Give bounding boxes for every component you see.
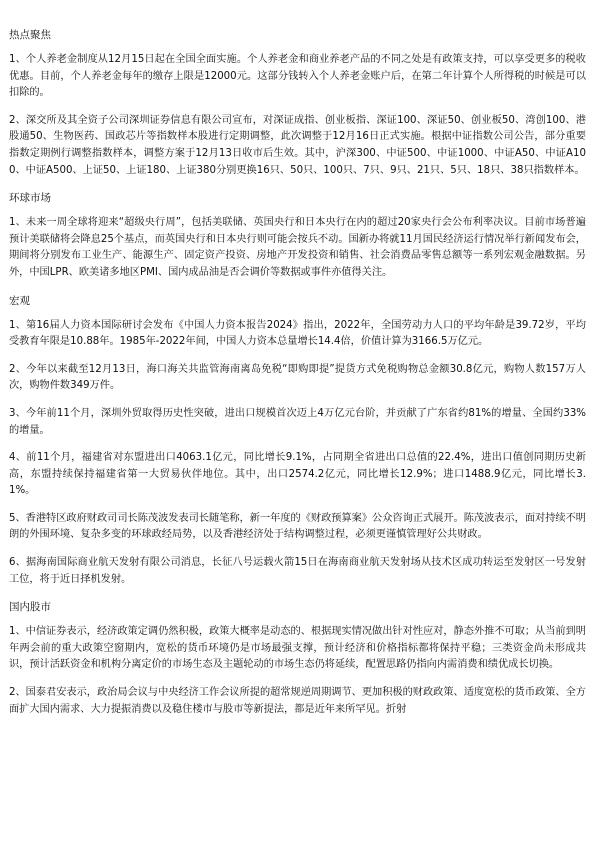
section-domestic-stocks bbox=[9, 600, 586, 718]
paragraph: 1、第16届人力资本国际研讨会发布《中国人力资本报告2024》指出，2022年，全国劳动力人口的平均年龄是39.72岁，平均受教育年限是10.88年。1985年-2022年间，中国人力资本总量增长14.4倍，价值计算为3166.5万亿元。 bbox=[9, 319, 586, 348]
paragraph: 1、未来一周全球将迎来“超级央行周”，包括美联储、英国央行和日本央行在内的超过20家央行会公布利率决议。目前市场普遍预计美联储将会降息25个基点，而英国央行和日本央行则可能会按兵不动。国新办将就11月国民经济运行情况举行新闻发布会，期间将分别发布工业生产、能源生产、固定资产投资、房地产开发投资和销售、社会消费品零售总额等一系列宏观金融数据。另外，中国LPR、欧美诸多地区PMI、国内成品油是否会调价等数据或事件亦值得关注。 bbox=[9, 217, 586, 278]
section-hot-focus bbox=[9, 28, 586, 179]
paragraph: 3、今年前11个月，深圳外贸取得历史性突破，进出口规模首次迈上4万亿元台阶，并贡献了广东省约81%的增量、全国约33%的增量。 bbox=[9, 407, 586, 436]
section-global-market bbox=[9, 191, 586, 281]
paragraph: 2、深交所及其全资子公司深圳证券信息有限公司宣布，对深证成指、创业板指、深证100、深证50、创业板50、湾创100、港股通50、生物医药、国政芯片等指数样本股进行定期调整，此次调整于12月16日正式实施。根据中证指数公司公告，部分重要指数定期例行调整指数样本，调整方案于12月13日收市后生效。其中，沪深300、中证500、中证1000、中证A50、中证A100、中证A500、上证50、上证180、上证380分别更换16只、50只、100只、7只、9只、21只、5只、18只、38只指数样本。 bbox=[9, 114, 586, 176]
paragraph: 2、国泰君安表示，政治局会议与中央经济工作会议所提的超常规逆周期调节、更加积极的财政政策、适度宽松的货币政策、全方面扩大国内需求、大力提振消费以及稳住楼市与股市等新提法，都是近年来所罕见。折射 bbox=[9, 687, 586, 715]
paragraph: 2、今年以来截至12月13日，海口海关共监管海南离岛免税“即购即提”提货方式免税购物总金额30.8亿元，购物人数157万人次，购物件数349万件。 bbox=[9, 363, 586, 392]
paragraph: 6、据海南国际商业航天发射有限公司消息，长征八号运载火箭15日在海南商业航天发射场从技术区成功转运至发射区一号发射工位，将于近日择机发射。 bbox=[9, 557, 586, 585]
section-heading: 环球市场 bbox=[9, 192, 51, 205]
paragraph: 4、前11个月，福建省对东盟进出口4063.1亿元，同比增长9.1%，占同期全省进出口总值的22.4%，进出口值创同期历史新高，东盟持续保持福建省第一大贸易伙伴地位。其中，出口2574.2亿元，同比增长12.9%；进口1488.9亿元，同比增长3.1%。 bbox=[9, 452, 586, 497]
section-heading: 国内股市 bbox=[9, 601, 51, 614]
paragraph: 1、个人养老金制度从12月15日起在全国全面实施。个人养老金和商业养老产品的不同之处是有政策支持，可以享受更多的税收优惠。目前，个人养老金每年的缴存上限是12000元。这部分钱转入个人养老金账户后，在第二年计算个人所得税的时候是可以扣除的。 bbox=[9, 54, 586, 99]
section-heading: 宏观 bbox=[9, 294, 30, 307]
section-macro bbox=[9, 294, 586, 589]
paragraph: 1、中信证券表示，经济政策定调仍然积极，政策大概率是动态的、根据现实情况做出针对性应对，静态外推不可取；从当前到明年两会前的重大政策空窗期内，宽松的货币环境仍是市场最强支撑，预计经济和价格指标都将保持平稳；三类资金尚未形成共识，预计活跃资金和机构分离定价的市场生态及主题轮动的市场生态仍将延续，配置思路仍指向内需消费和绩优成长切换。 bbox=[9, 626, 586, 671]
section-heading: 热点聚焦 bbox=[9, 29, 51, 41]
paragraph: 5、香港特区政府财政司司长陈茂波发表司长随笔称，新一年度的《财政预算案》公众咨询正式展开。陈茂波表示，面对持续不明朗的外围环境、复杂多变的环球政经局势，以及香港经济处于结构调整过程，必须更谨慎管理好公共财政。 bbox=[9, 512, 586, 541]
